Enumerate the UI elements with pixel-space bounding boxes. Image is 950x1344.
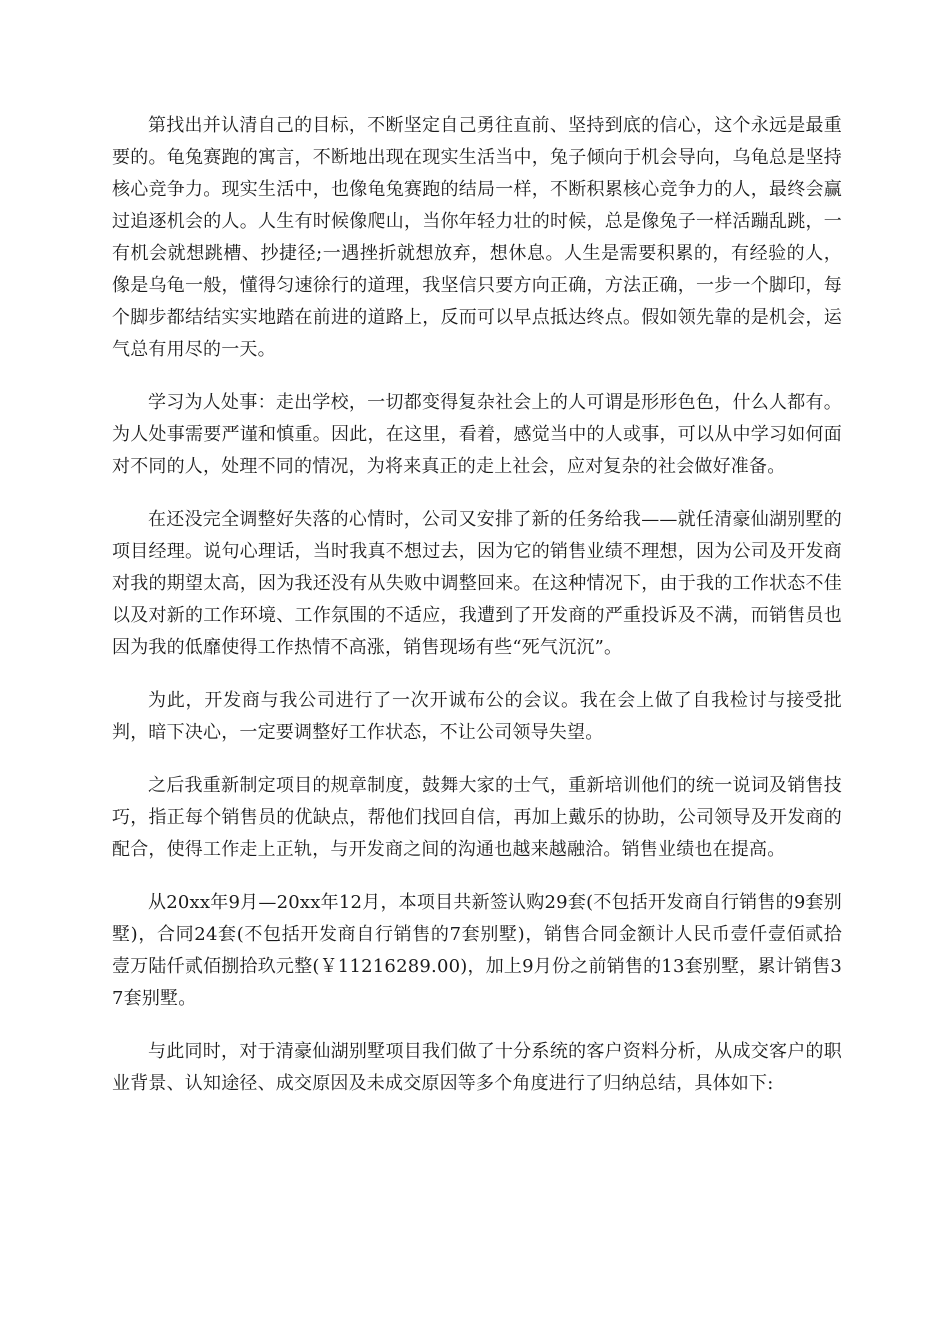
paragraph-meeting: 为此，开发商与我公司进行了一次开诚布公的会议。我在会上做了自我检讨与接受批判，暗下决心，一定要调整好工作状态，不让公司领导失望。 [112,690,842,743]
document-page [112,110,842,1121]
paragraph-goal: 第找出并认清自己的目标，不断坚定自己勇往直前、坚持到底的信心，这个永远是最重要的。龟兔赛跑的寓言，不断地出现在现实生活当中，兔子倾向于机会导向，乌龟总是坚持核心竞争力。现实生活中，也像龟兔赛跑的结局一样，不断积累核心竞争力的人，最终会赢过追逐机会的人。人生有时候像爬山，当你年轻力壮的时候，总是像兔子一样活蹦乱跳，一有机会就想跳槽、抄捷径;一遇挫折就想放弃，想休息。人生是需要积累的，有经验的人，像是乌龟一般，懂得匀速徐行的道理，我坚信只要方向正确，方法正确，一步一个脚印，每个脚步都结结实实地踏在前进的道路上，反而可以早点抵达终点。假如领先靠的是机会，运气总有用尽的一天。 [112,115,842,360]
paragraph-customer-analysis: 与此同时，对于清豪仙湖别墅项目我们做了十分系统的客户资料分析，从成交客户的职业背景、认知途径、成交原因及未成交原因等多个角度进行了归纳总结，具体如下: [112,1041,842,1094]
paragraph-social-skills: 学习为人处事：走出学校，一切都变得复杂社会上的人可谓是形形色色，什么人都有。为人处事需要严谨和慎重。因此，在这里，看着，感觉当中的人或事，可以从中学习如何面对不同的人，处理不同的情况，为将来真正的走上社会，应对复杂的社会做好准备。 [112,392,842,477]
paragraph-reorganization: 之后我重新制定项目的规章制度，鼓舞大家的士气，重新培训他们的统一说词及销售技巧，指正每个销售员的优缺点，帮他们找回自信，再加上戴乐的协助，公司领导及开发商的配合，使得工作走上正轨，与开发商之间的沟通也越来越融洽。销售业绩也在提高。 [112,775,842,860]
paragraph-sales-figures: 从20xx年9月—20xx年12月，本项目共新签认购29套(不包括开发商自行销售的9套别墅)，合同24套(不包括开发商自行销售的7套别墅)，销售合同金额计人民币壹仟壹佰贰拾壹万陆仟贰佰捌拾玖元整(￥11216289.00)，加上9月份之前销售的13套别墅，累计销售37套别墅。 [112,892,842,1009]
paragraph-new-assignment: 在还没完全调整好失落的心情时，公司又安排了新的任务给我——就任清豪仙湖别墅的项目经理。说句心理话，当时我真不想过去，因为它的销售业绩不理想，因为公司及开发商对我的期望太高，因为我还没有从失败中调整回来。在这种情况下，由于我的工作状态不佳以及对新的工作环境、工作氛围的不适应，我遭到了开发商的严重投诉及不满，而销售员也因为我的低靡使得工作热情不高涨，销售现场有些“死气沉沉”。 [112,509,842,658]
